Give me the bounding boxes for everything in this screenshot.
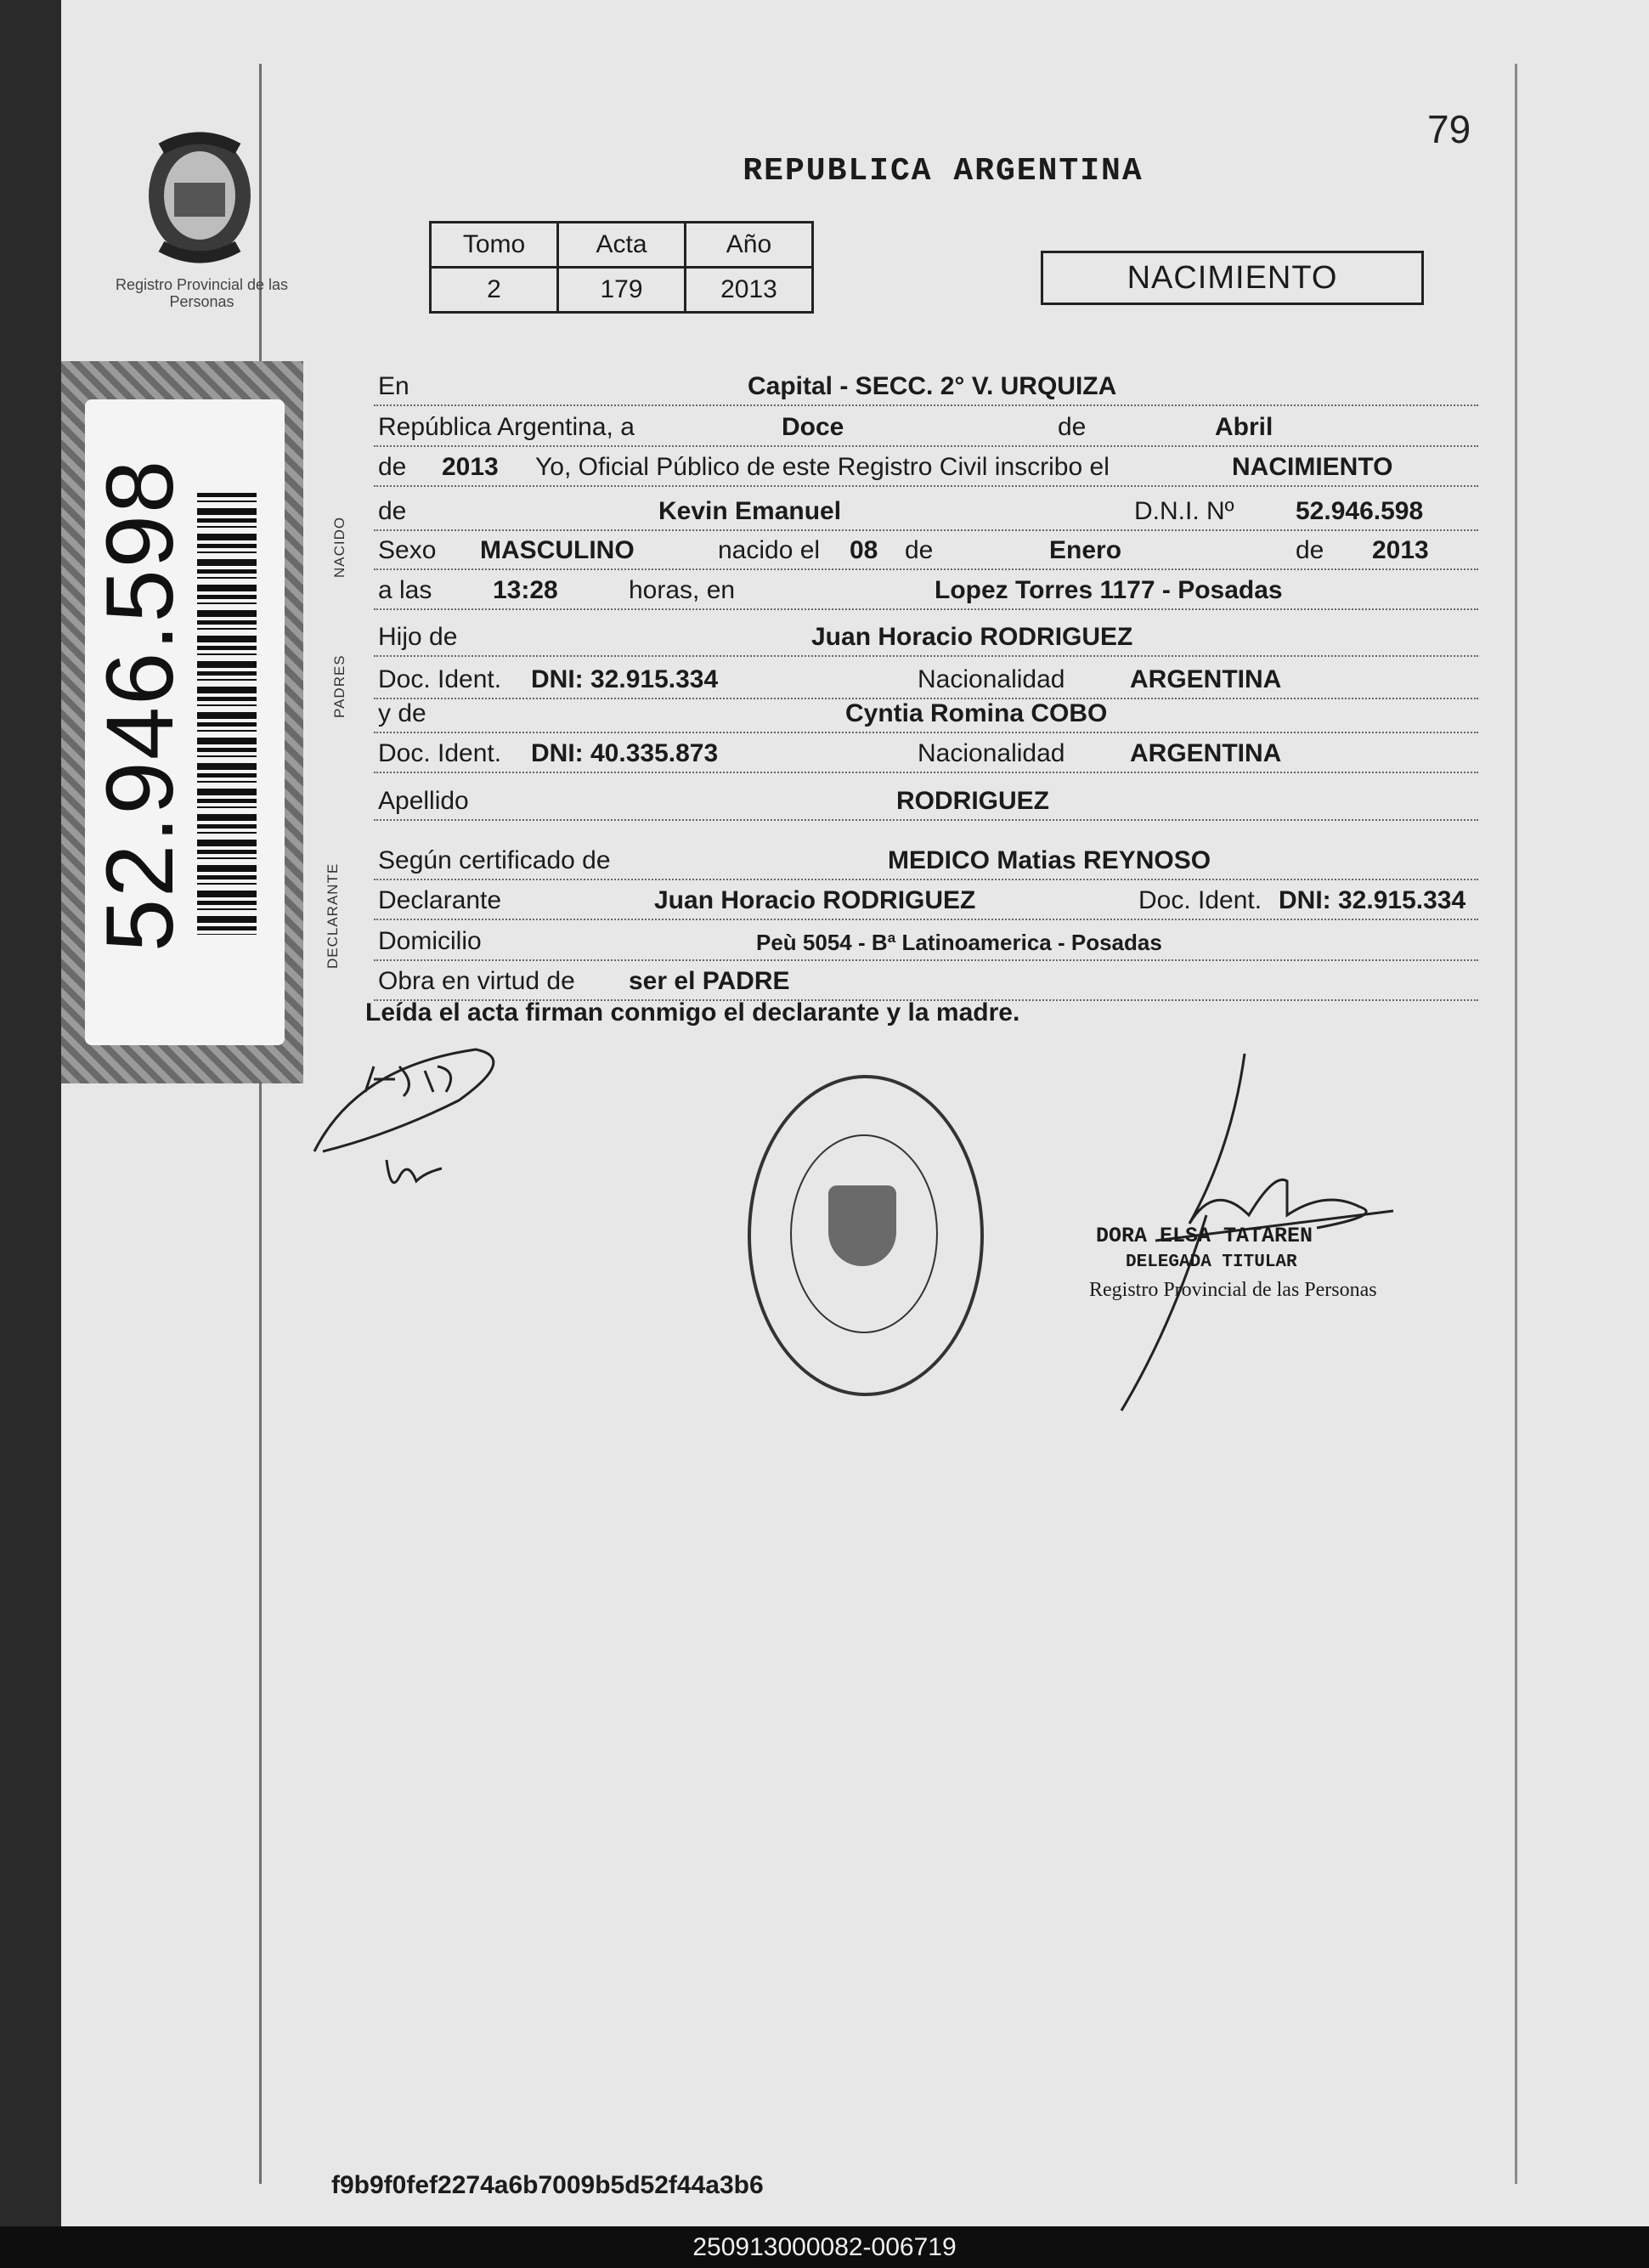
year-value: 2013 [442,453,499,481]
mother-nat: ARGENTINA [1130,739,1282,767]
side-label-padres: PADRES [331,654,347,718]
domicilio-label: Domicilio [378,927,482,955]
declarant-signature [306,1032,527,1202]
segun-label: Según certificado de [378,846,611,874]
form-line-mother-doc [374,732,1478,773]
ano-value: 2013 [686,268,813,313]
father-nat: ARGENTINA [1130,665,1282,693]
declarante-value: Juan Horacio RODRIGUEZ [654,886,976,914]
birth-year-label: de [1296,536,1324,564]
document-hash: f9b9f0fef2274a6b7009b5d52f44a3b6 [331,2171,764,2199]
birth-year: 2013 [1372,536,1429,564]
segun-value: MEDICO Matias REYNOSO [888,846,1211,874]
dni-label: D.N.I. Nº [1134,497,1234,525]
en-label: En [378,372,409,400]
birth-month: Enero [1049,536,1122,564]
form-line-apellido [374,780,1478,821]
seal-shield-emblem [828,1185,896,1266]
side-label-declarante: DECLARANTE [325,863,341,969]
book-spine [0,0,61,2226]
form-line-oficial [374,446,1478,487]
declarante-label: Declarante [378,886,502,914]
page-number: 79 [1427,107,1471,151]
official-title: DELEGADA TITULAR [1126,1253,1297,1272]
dni-value: 52.946.598 [1296,497,1424,525]
sexo-value: MASCULINO [480,536,635,564]
declarante-doc: DNI: 32.915.334 [1279,886,1466,914]
father-nac-label: Nacionalidad [918,665,1065,693]
obra-value: ser el PADRE [629,967,790,995]
form-line-en [374,365,1478,406]
side-label-nacido: NACIDO [331,516,347,578]
act-type-box: NACIMIENTO [1041,251,1424,305]
inscribo-value: NACIMIENTO [1232,453,1393,481]
birth-de-label: de [905,536,934,564]
form-line-hora [374,569,1478,610]
obra-label: Obra en virtud de [378,967,575,995]
hijo-label: Hijo de [378,623,458,651]
name-label: de [378,497,407,525]
form-line-mother [374,693,1478,733]
apellido-label: Apellido [378,787,469,815]
official-name: DORA ELSA TATAREN [1096,1224,1313,1248]
month-value: Abril [1215,413,1273,441]
barcode [197,493,257,935]
scan-id-bar: 250913000082-006719 [0,2226,1649,2268]
father-doc-label: Doc. Ident. [378,665,502,693]
alas-label: a las [378,576,432,604]
closing-statement: Leída el acta firman conmigo el declarante y la madre. [365,998,1020,1027]
form-line-domicilio [374,920,1478,961]
mother-doc: DNI: 40.335.873 [531,739,719,767]
nacido-label: nacido el [718,536,821,564]
sidebar-dni-number: 52.946.598 [87,458,193,953]
tomo-header: Tomo [431,223,558,268]
domicilio-value: Peù 5054 - Bª Latinoamerica - Posadas [756,930,1162,955]
place-value: Lopez Torres 1177 - Posadas [935,576,1283,604]
birth-day: 08 [850,536,878,564]
de-label: de [1058,413,1087,441]
acta-value: 179 [558,268,686,313]
ano-header: Año [686,223,813,268]
form-line-obra [374,960,1478,1001]
registry-table [429,221,814,314]
en-value: Capital - SECC. 2° V. URQUIZA [748,372,1117,400]
father-doc: DNI: 32.915.334 [531,665,719,693]
year-prefix: de [378,453,407,481]
mother-doc-label: Doc. Ident. [378,739,502,767]
document-title: REPUBLICA ARGENTINA [743,153,1144,189]
mother-nac-label: Nacionalidad [918,739,1065,767]
declarante-doc-label: Doc. Ident. [1138,886,1262,914]
logo-caption: Registro Provincial de las Personas [115,276,289,310]
form-line-date [374,406,1478,447]
form-line-segun [374,840,1478,880]
time-value: 13:28 [493,576,558,604]
form-line-name [374,490,1478,531]
official-org: Registro Provincial de las Personas [1089,1279,1377,1301]
sexo-label: Sexo [378,536,437,564]
province-coat-of-arms-logo [136,123,263,276]
acta-header: Acta [558,223,686,268]
name-value: Kevin Emanuel [658,497,842,525]
republica-label: República Argentina, a [378,413,635,441]
form-line-father [374,616,1478,657]
form-line-declarante [374,879,1478,920]
mother-name: Cyntia Romina COBO [845,699,1108,727]
day-value: Doce [782,413,844,441]
oficial-text: Yo, Oficial Público de este Registro Civil inscribo el [535,453,1110,481]
horas-label: horas, en [629,576,736,604]
tomo-value: 2 [431,268,558,313]
apellido-value: RODRIGUEZ [896,787,1049,815]
form-line-sexo [374,529,1478,570]
father-name: Juan Horacio RODRIGUEZ [811,623,1133,651]
yde-label: y de [378,699,426,727]
